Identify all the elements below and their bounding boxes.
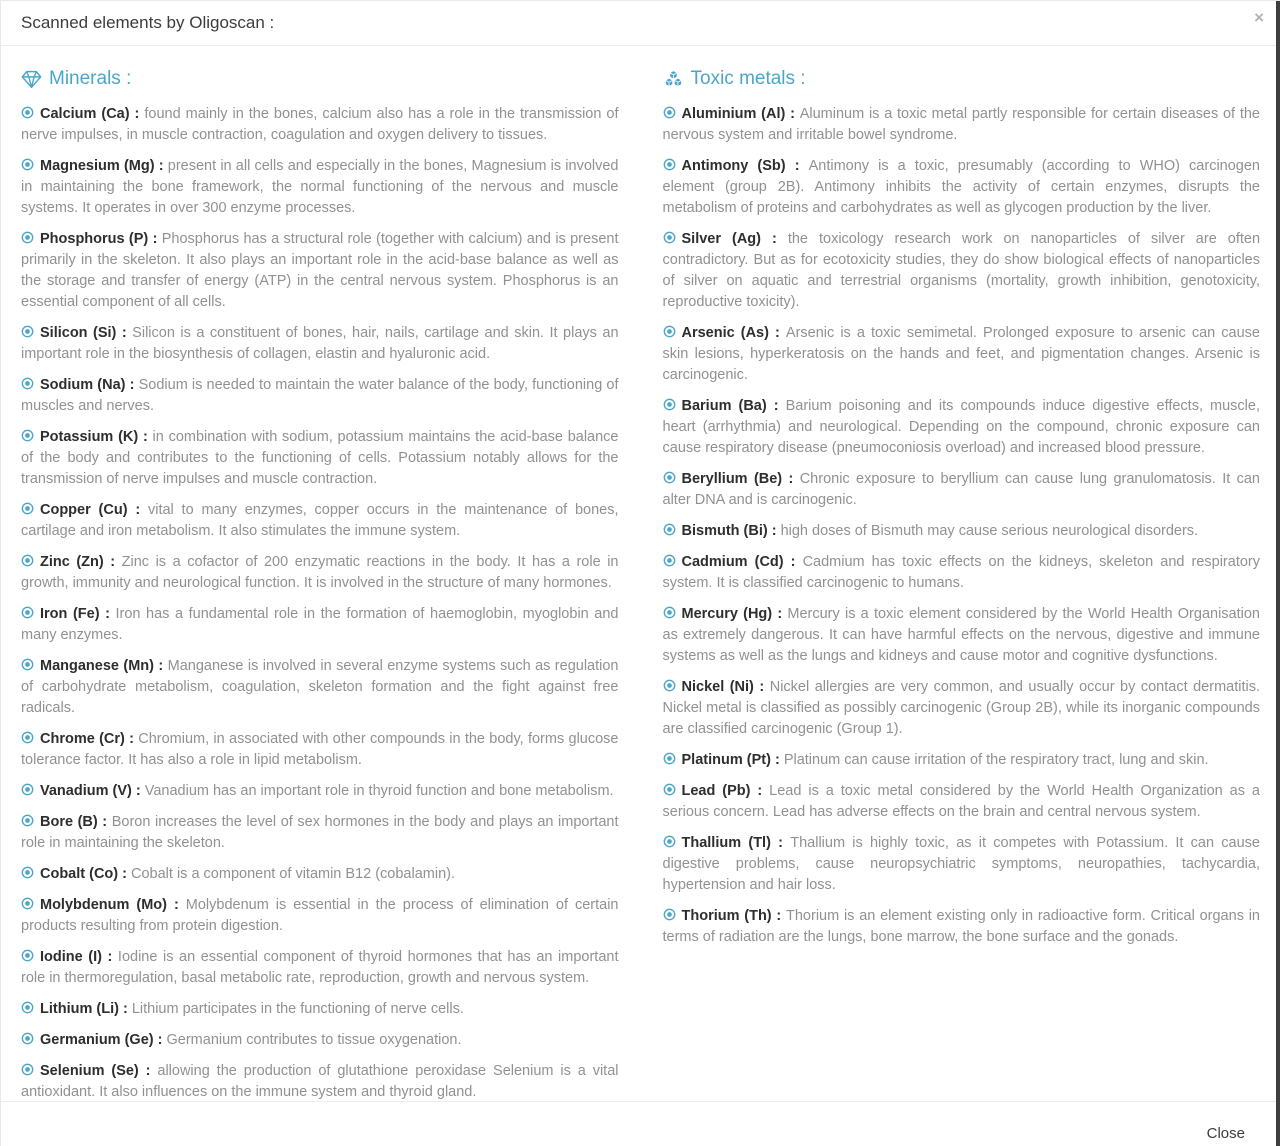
bullet-target-icon — [21, 605, 34, 618]
element-item — [21, 156, 619, 219]
element-label: Aluminium (Al) : — [681, 106, 800, 122]
element-label: Chrome (Cr) : — [40, 731, 139, 747]
bullet-target-icon — [663, 470, 676, 483]
window-right-edge — [1276, 1, 1280, 1146]
element-label: Bore (B) : — [40, 814, 112, 830]
bullet-target-icon — [21, 428, 34, 441]
element-item — [663, 521, 1261, 542]
element-description: Thallium is highly toxic, as it competes with Potassium. It can cause digestive problems, cause neuropsychiatric symptoms, neuropathies, tachycardia, hypertension and hair loss. — [662, 835, 1260, 893]
element-description: Arsenic is a toxic semimetal. Prolonged exposure to arsenic can cause skin lesions, hyperkeratosis on the hands and feet, and pigmentation changes. Arsenic is carcinogenic. — [662, 325, 1260, 383]
element-item — [663, 156, 1261, 219]
element-label: Thorium (Th) : — [681, 908, 787, 924]
bullet-target-icon — [21, 730, 34, 743]
element-label: Zinc (Zn) : — [40, 554, 122, 570]
element-description: Chromium, in associated with other compounds in the body, forms glucose tolerance factor. It has also a role in lipid metabolism. — [21, 731, 619, 768]
element-label: Phosphorus (P) : — [40, 231, 162, 247]
element-item — [663, 323, 1261, 386]
element-description: high doses of Bismuth may cause serious neurological disorders. — [780, 523, 1199, 539]
element-description: Zinc is a cofactor of 200 enzymatic reactions in the body. It has a role in growth, immunity and neurological function. It is involved in the structure of many hormones. — [21, 554, 619, 591]
element-label: Lithium (Li) : — [40, 1001, 132, 1017]
modal-title: Scanned elements by Oligoscan : — [21, 13, 275, 32]
element-label: Cadmium (Cd) : — [681, 554, 803, 570]
element-item — [663, 906, 1261, 948]
element-description: Vanadium has an important role in thyroid function and bone metabolism. — [144, 783, 614, 799]
element-label: Magnesium (Mg) : — [40, 158, 168, 174]
bullet-target-icon — [663, 782, 676, 795]
bullet-target-icon — [21, 948, 34, 961]
close-x-icon[interactable]: × — [1254, 8, 1264, 27]
element-label: Vanadium (V) : — [40, 783, 145, 799]
element-item — [663, 604, 1261, 667]
bullet-target-icon — [663, 230, 676, 243]
modal-footer — [1, 1101, 1280, 1146]
element-label: Copper (Cu) : — [40, 502, 148, 518]
bullet-target-icon — [21, 553, 34, 566]
element-label: Antimony (Sb) : — [681, 158, 809, 174]
element-description: Molybdenum is essential in the process of elimination of certain products resulting from protein digestion. — [21, 897, 619, 934]
element-label: Thallium (Tl) : — [681, 835, 791, 851]
element-item — [21, 947, 619, 989]
element-description: Chronic exposure to beryllium can cause lung granulomatosis. It can alter DNA and is carcinogenic. — [662, 471, 1260, 508]
bullet-target-icon — [663, 397, 676, 410]
bullet-target-icon — [21, 896, 34, 909]
element-label: Silicon (Si) : — [40, 325, 133, 341]
element-item — [21, 552, 619, 594]
element-description: Manganese is involved in several enzyme systems such as regulation of carbohydrate metabolism, coagulation, skeleton formation and the fight against free radicals. — [21, 658, 619, 716]
element-item — [663, 781, 1261, 823]
bullet-target-icon — [21, 230, 34, 243]
element-description: Cobalt is a component of vitamin B12 (cobalamin). — [131, 866, 456, 882]
element-label: Cobalt (Co) : — [40, 866, 132, 882]
element-item — [663, 677, 1261, 740]
element-label: Manganese (Mn) : — [40, 658, 168, 674]
element-label: Beryllium (Be) : — [681, 471, 800, 487]
element-item — [663, 469, 1261, 511]
bullet-target-icon — [21, 105, 34, 118]
bullet-target-icon — [21, 1000, 34, 1013]
toxic-metals-list — [663, 104, 1261, 948]
bullet-target-icon — [21, 813, 34, 826]
element-label: Arsenic (As) : — [681, 325, 786, 341]
element-label: Potassium (K) : — [40, 429, 153, 445]
element-description: vital to many enzymes, copper occurs in the maintenance of bones, cartilage and iron metabolism. It also stimulates the immune system. — [21, 502, 619, 539]
minerals-heading — [21, 68, 619, 90]
element-description: Silicon is a constituent of bones, hair, nails, cartilage and skin. It plays an important role in the biosynthesis of collagen, elastin and hyaluronic acid. — [21, 325, 619, 362]
two-column-layout — [21, 68, 1260, 1146]
element-label: Iron (Fe) : — [40, 606, 116, 622]
element-item — [21, 781, 619, 802]
element-label: Silver (Ag) : — [681, 231, 788, 247]
minerals-list — [21, 104, 619, 1146]
element-item — [21, 427, 619, 490]
element-label: Barium (Ba) : — [681, 398, 786, 414]
element-item — [663, 396, 1261, 459]
element-item — [21, 656, 619, 719]
element-description: present in all cells and especially in the bones, Magnesium is involved in maintaining the bone framework, the normal functioning of the nervous and muscle systems. It operates in over 300 enzyme processes. — [21, 158, 619, 216]
element-item — [21, 812, 619, 854]
element-item — [21, 229, 619, 313]
bullet-target-icon — [663, 907, 676, 920]
element-label: Calcium (Ca) : — [40, 106, 145, 122]
element-description: Mercury is a toxic element considered by the World Health Organisation as extremely dangerous. It can have harmful effects on the nervous, digestive and immune systems as well as the lungs and kidneys and cause motor and cognitive dysfunctions. — [662, 606, 1260, 664]
element-item — [21, 1030, 619, 1051]
toxic-metals-heading-label: Toxic metals : — [690, 68, 806, 89]
element-description: Germanium contributes to tissue oxygenation. — [166, 1032, 462, 1048]
element-description: the toxicology research work on nanoparticles of silver are often contradictory. But as for ecotoxicity studies, they do show biological effects of nanoparticles of silver on aquatic and terrestrial organisms (mortality, growth inhibition, genotoxicity, reproductive toxicity). — [662, 231, 1261, 310]
bullet-target-icon — [21, 865, 34, 878]
bullet-target-icon — [21, 1062, 34, 1075]
gem-icon — [21, 70, 42, 89]
toxic-metals-heading — [663, 68, 1261, 90]
element-description: Sodium is needed to maintain the water balance of the body, functioning of muscles and nerves. — [21, 377, 619, 414]
minerals-section — [21, 68, 619, 1146]
element-item — [21, 323, 619, 365]
element-item — [21, 375, 619, 417]
bullet-target-icon — [21, 1031, 34, 1044]
element-label: Bismuth (Bi) : — [681, 523, 781, 539]
element-description: Barium poisoning and its compounds induce digestive effects, muscle, heart (arrhythmia) and neurological. Depending on the compound, chronic exposure can cause respiratory disease (pneumoconiosis overload) and increased blood pressure. — [662, 398, 1260, 456]
bullet-target-icon — [663, 605, 676, 618]
element-item — [663, 833, 1261, 896]
bullet-target-icon — [21, 376, 34, 389]
bullet-target-icon — [21, 157, 34, 170]
element-label: Lead (Pb) : — [681, 783, 770, 799]
element-description: Platinum can cause irritation of the respiratory tract, lung and skin. — [783, 752, 1209, 768]
element-label: Mercury (Hg) : — [681, 606, 788, 622]
bullet-target-icon — [663, 751, 676, 764]
element-label: Platinum (Pt) : — [681, 752, 784, 768]
bullet-target-icon — [663, 105, 676, 118]
element-description: Antimony is a toxic, presumably (according to WHO) carcinogen element (group 2B). Antimony inhibits the activity of certain enzymes, disrupts the metabolism of proteins and carbohydrates as well as glycogen production by the liver. — [662, 158, 1260, 216]
element-description: in combination with sodium, potassium maintains the acid-base balance of the body and contributes to the functioning of cells. Potassium notably allows for the transmission of nerve impulses and muscle contraction. — [21, 429, 619, 487]
cubes-icon — [663, 69, 684, 89]
element-item — [663, 552, 1261, 594]
bullet-target-icon — [663, 678, 676, 691]
element-label: Iodine (I) : — [40, 949, 118, 965]
element-item — [21, 864, 619, 885]
element-description: Aluminum is a toxic metal partly responsible for certain diseases of the nervous system and irritable bowel syndrome. — [662, 106, 1260, 143]
element-description: found mainly in the bones, calcium also has a role in the transmission of nerve impulses, in muscle contraction, coagulation and oxygen delivery to tissues. — [21, 106, 619, 143]
modal-body — [1, 46, 1280, 1146]
bullet-target-icon — [663, 553, 676, 566]
bullet-target-icon — [21, 782, 34, 795]
element-description: Phosphorus has a structural role (together with calcium) and is present primarily in the skeleton. It also plays an important role in the acid-base balance as well as the storage and transfer of energy (ATP) in the central nervous system. Phosphorus is an essential component of all cells. — [21, 231, 619, 310]
element-item — [21, 895, 619, 937]
element-label: Nickel (Ni) : — [681, 679, 770, 695]
bullet-target-icon — [663, 324, 676, 337]
element-description: Nickel allergies are very common, and usually occur by contact dermatitis. Nickel metal is classified as possibly carcinogenic (Group 2B), while its inorganic compounds are classified carcinogenic (Group 1). — [662, 679, 1260, 737]
bullet-target-icon — [663, 157, 676, 170]
element-label: Molybdenum (Mo) : — [40, 897, 186, 913]
element-description: allowing the production of glutathione peroxidase Selenium is a vital antioxidant. It also influences on the immune system and thyroid gland. — [21, 1063, 619, 1100]
bullet-target-icon — [21, 657, 34, 670]
element-item — [21, 104, 619, 146]
element-description: Iodine is an essential component of thyroid hormones that has an important role in thermoregulation, basal metabolic rate, reproduction, growth and nervous system. — [21, 949, 619, 986]
element-description: Boron increases the level of sex hormones in the body and plays an important role in maintaining the skeleton. — [21, 814, 619, 851]
modal-header — [1, 1, 1280, 46]
toxic-metals-section — [663, 68, 1261, 1146]
element-item — [21, 1061, 619, 1103]
element-item — [663, 229, 1261, 313]
bullet-target-icon — [21, 501, 34, 514]
element-label: Germanium (Ge) : — [40, 1032, 167, 1048]
element-item — [663, 750, 1261, 771]
element-description: Lithium participates in the functioning of nerve cells. — [131, 1001, 464, 1017]
element-item — [21, 604, 619, 646]
element-description: Iron has a fundamental role in the formation of haemoglobin, myoglobin and many enzymes. — [21, 606, 619, 643]
minerals-heading-label: Minerals : — [49, 68, 132, 89]
element-item — [21, 729, 619, 771]
bullet-target-icon — [663, 834, 676, 847]
element-label: Sodium (Na) : — [40, 377, 139, 393]
element-item — [663, 104, 1261, 146]
bullet-target-icon — [663, 522, 676, 535]
element-item — [21, 500, 619, 542]
element-description: Lead is a toxic metal considered by the World Health Organization as a serious concern. Lead has adverse effects on the brain and central nervous system. — [662, 783, 1260, 820]
element-description: Thorium is an element existing only in radioactive form. Critical organs in terms of radiation are the lungs, bone marrow, the bone surface and the gonads. — [662, 908, 1260, 945]
bullet-target-icon — [21, 324, 34, 337]
close-button[interactable]: Close — [1199, 1121, 1253, 1146]
element-description: Cadmium has toxic effects on the kidneys, skeleton and respiratory system. It is classified carcinogenic to humans. — [662, 554, 1260, 591]
element-label: Selenium (Se) : — [40, 1063, 158, 1079]
element-item — [21, 999, 619, 1020]
